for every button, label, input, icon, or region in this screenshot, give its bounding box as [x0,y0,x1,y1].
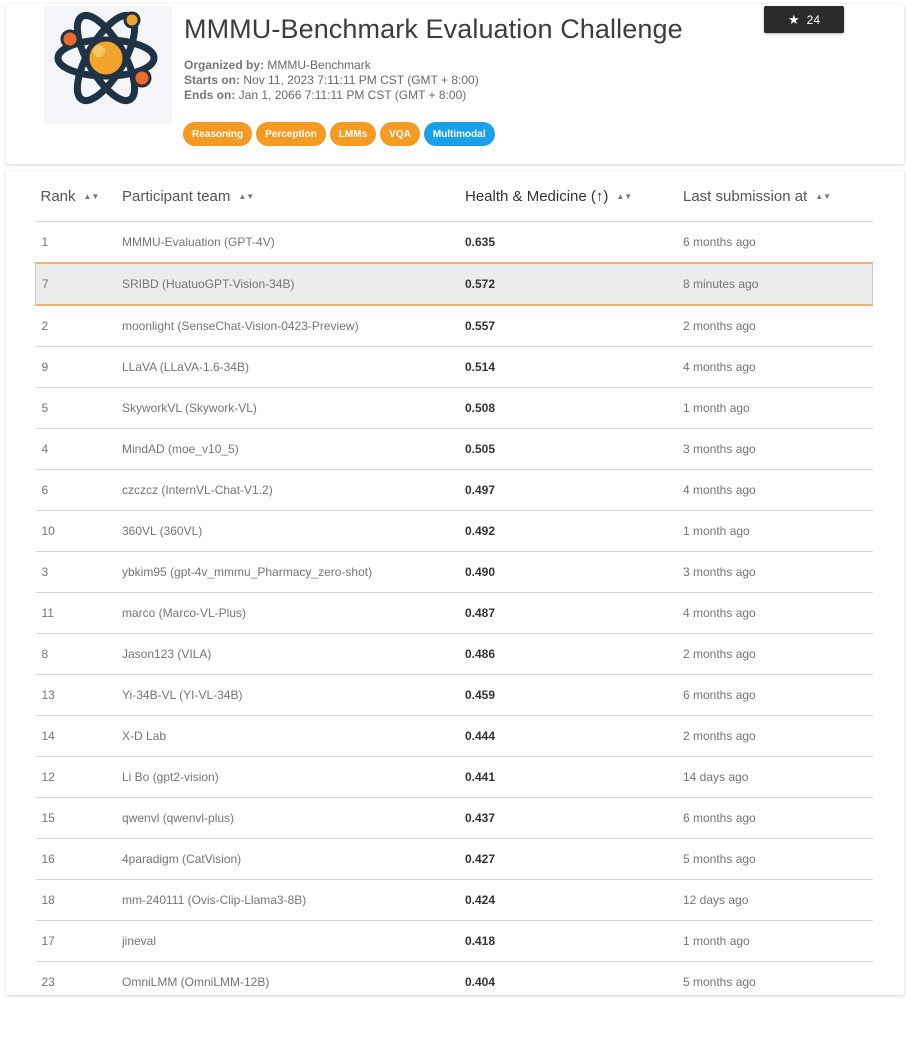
table-row[interactable] [36,798,873,839]
rank-cell: 13 [36,675,123,716]
rank-cell: 1 [36,222,123,264]
score-cell: 0.514 [465,347,683,388]
team-cell: jineval [122,921,465,962]
atom-icon [44,6,172,124]
leaderboard-card [6,171,904,995]
table-row[interactable] [36,305,873,347]
challenge-logo [44,6,172,124]
table-row[interactable] [36,347,873,388]
table-row[interactable] [36,511,873,552]
table-row-highlighted[interactable] [36,263,873,305]
table-row[interactable] [36,593,873,634]
time-column-header[interactable]: Last submission at ▲▼ [683,171,873,222]
rank-cell: 10 [36,511,123,552]
sort-icon: ▲▼ [815,192,832,202]
team-cell: marco (Marco-VL-Plus) [122,593,465,634]
sort-icon: ▲▼ [238,192,255,202]
score-cell: 0.437 [465,798,683,839]
time-cell: 4 months ago [683,347,873,388]
time-cell: 1 month ago [683,921,873,962]
organized-label: Organized by: [184,58,265,72]
rank-cell: 11 [36,593,123,634]
score-cell: 0.635 [465,222,683,264]
rank-cell: 7 [36,263,123,305]
table-row[interactable] [36,716,873,757]
team-cell: Li Bo (gpt2-vision) [122,757,465,798]
challenge-meta [184,58,479,103]
tag-vqa[interactable]: VQA [380,122,420,146]
score-cell: 0.441 [465,757,683,798]
score-cell: 0.486 [465,634,683,675]
score-cell: 0.444 [465,716,683,757]
team-cell: Jason123 (VILA) [122,634,465,675]
time-cell: 6 months ago [683,798,873,839]
time-cell: 2 months ago [683,305,873,347]
table-row[interactable] [36,880,873,921]
table-header-row [36,171,873,222]
team-cell: OmniLMM (OmniLMM-12B) [122,962,465,996]
star-count: 24 [806,12,820,27]
team-cell: 4paradigm (CatVision) [122,839,465,880]
table-row[interactable] [36,675,873,716]
table-row[interactable] [36,222,873,264]
score-cell: 0.490 [465,552,683,593]
tag-perception[interactable]: Perception [256,122,326,146]
table-row[interactable] [36,921,873,962]
time-cell: 5 months ago [683,962,873,996]
table-row[interactable] [36,552,873,593]
team-cell: mm-240111 (Ovis-Clip-Llama3-8B) [122,880,465,921]
score-column-header[interactable]: Health & Medicine (↑) ▲▼ [465,171,683,222]
rank-cell: 17 [36,921,123,962]
score-cell: 0.572 [465,263,683,305]
organizer-name: MMMU-Benchmark [267,58,371,72]
rank-cell: 3 [36,552,123,593]
time-cell: 12 days ago [683,880,873,921]
time-cell: 2 months ago [683,634,873,675]
rank-cell: 9 [36,347,123,388]
time-cell: 3 months ago [683,429,873,470]
rank-cell: 23 [36,962,123,996]
rank-cell: 8 [36,634,123,675]
team-cell: X-D Lab [122,716,465,757]
time-cell: 6 months ago [683,222,873,264]
tag-reasoning[interactable]: Reasoning [183,122,252,146]
table-row[interactable] [36,962,873,996]
time-cell: 14 days ago [683,757,873,798]
team-cell: SRIBD (HuatuoGPT-Vision-34B) [122,263,465,305]
sort-icon: ▲▼ [616,192,633,202]
rank-column-header[interactable]: Rank ▲▼ [36,171,123,222]
time-cell: 5 months ago [683,839,873,880]
rank-cell: 14 [36,716,123,757]
score-cell: 0.505 [465,429,683,470]
team-column-header[interactable]: Participant team ▲▼ [122,171,465,222]
rank-cell: 6 [36,470,123,511]
rank-cell: 15 [36,798,123,839]
tag-multimodal[interactable]: Multimodal [424,122,495,146]
team-cell: 360VL (360VL) [122,511,465,552]
organizer-line [184,58,479,73]
time-cell: 4 months ago [683,470,873,511]
rank-cell: 5 [36,388,123,429]
team-cell: MindAD (moe_v10_5) [122,429,465,470]
table-row[interactable] [36,388,873,429]
star-button[interactable] [764,6,844,33]
team-cell: MMMU-Evaluation (GPT-4V) [122,222,465,264]
score-cell: 0.497 [465,470,683,511]
star-icon: ★ [787,11,800,27]
time-cell: 1 month ago [683,388,873,429]
score-cell: 0.487 [465,593,683,634]
team-cell: SkyworkVL (Skywork-VL) [122,388,465,429]
score-cell: 0.427 [465,839,683,880]
time-cell: 6 months ago [683,675,873,716]
time-cell: 4 months ago [683,593,873,634]
score-cell: 0.459 [465,675,683,716]
score-cell: 0.424 [465,880,683,921]
score-cell: 0.492 [465,511,683,552]
end-date: Jan 1, 2066 7:11:11 PM CST (GMT + 8:00) [238,88,467,102]
time-cell: 3 months ago [683,552,873,593]
tag-list [183,122,495,146]
leaderboard-table [35,171,873,995]
score-cell: 0.404 [465,962,683,996]
ends-label: Ends on: [184,88,236,102]
team-cell: ybkim95 (gpt-4v_mmmu_Pharmacy_zero-shot) [122,552,465,593]
team-cell: LLaVA (LLaVA-1.6-34B) [122,347,465,388]
rank-cell: 12 [36,757,123,798]
time-cell: 8 minutes ago [683,263,873,305]
sort-icon: ▲▼ [83,192,100,202]
table-row[interactable] [36,757,873,798]
score-cell: 0.418 [465,921,683,962]
start-date-line [184,73,479,88]
table-row[interactable] [36,634,873,675]
score-cell: 0.508 [465,388,683,429]
tag-lmms[interactable]: LMMs [330,122,376,146]
score-cell: 0.557 [465,305,683,347]
starts-label: Starts on: [184,73,241,87]
team-cell: Yi-34B-VL (YI-VL-34B) [122,675,465,716]
team-cell: qwenvl (qwenvl-plus) [122,798,465,839]
team-cell: moonlight (SenseChat-Vision-0423-Preview) [122,305,465,347]
rank-cell: 18 [36,880,123,921]
team-cell: czczcz (InternVL-Chat-V1.2) [122,470,465,511]
time-cell: 2 months ago [683,716,873,757]
page-title: MMMU-Benchmark Evaluation Challenge [184,14,683,44]
end-date-line [184,88,479,103]
time-cell: 1 month ago [683,511,873,552]
rank-cell: 16 [36,839,123,880]
table-row[interactable] [36,470,873,511]
rank-cell: 4 [36,429,123,470]
rank-cell: 2 [36,305,123,347]
challenge-header [6,4,904,164]
table-row[interactable] [36,839,873,880]
start-date: Nov 11, 2023 7:11:11 PM CST (GMT + 8:00) [243,73,479,87]
table-row[interactable] [36,429,873,470]
